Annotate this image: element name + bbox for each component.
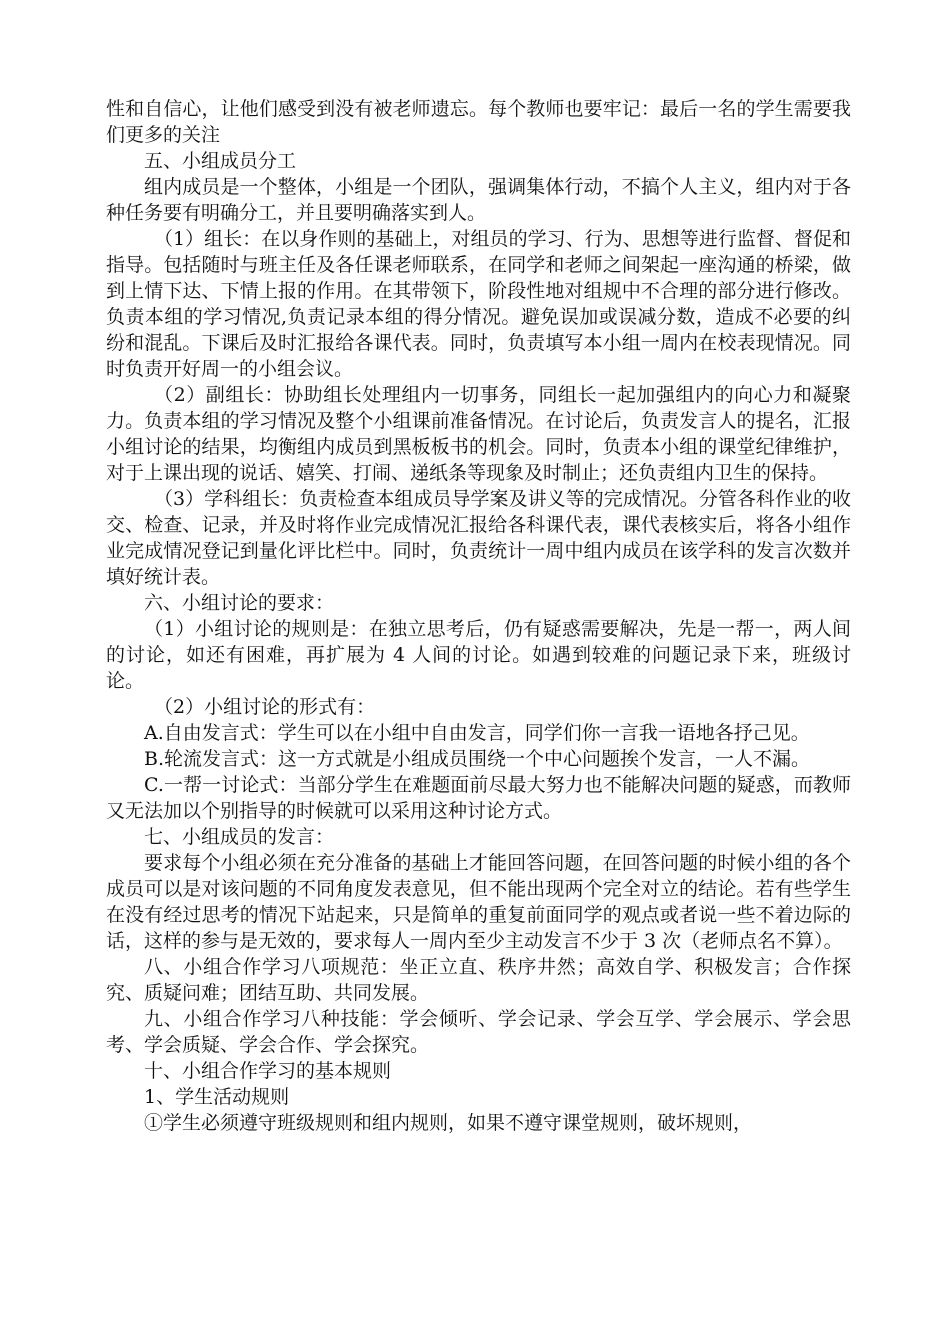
paragraph-eight-skills: 九、小组合作学习八种技能：学会倾听、学会记录、学会互学、学会展示、学会思考、学会质疑、学会合作、学会探究。 (106, 1008, 851, 1056)
paragraph-eight-norms: 八、小组合作学习八项规范：坐正立直、秩序井然；高效自学、积极发言；合作探究、质疑问难；团结互助、共同发展。 (106, 956, 851, 1004)
paragraph-deputy-leader: （2）副组长：协助组长处理组内一切事务，同组长一起加强组内的向心力和凝聚力。负责本组的学习情况及整个小组课前准备情况。在讨论后，负责发言人的提名，汇报小组讨论的结果，均衡组内成员到黑板板书的机会。同时，负责本小组的课堂纪律维护，对于上课出现的说话、嬉笑、打闹、递纸条等现象及时制止；还负责组内卫生的保持。 (106, 384, 851, 484)
paragraph-form-a: A.自由发言式：学生可以在小组中自由发言，同学们你一言我一语地各抒己见。 (144, 722, 810, 744)
document-page (106, 96, 851, 1136)
paragraph-discussion-rules: （1）小组讨论的规则是：在独立思考后，仍有疑惑需要解决，先是一帮一，两人间的讨论，如还有困难，再扩展为 4 人间的讨论。如遇到较难的问题记录下来，班级讨论。 (106, 618, 851, 692)
section-heading-10: 十、小组合作学习的基本规则 (144, 1060, 392, 1082)
paragraph-group-intro: 组内成员是一个整体，小组是一个团队，强调集体行动，不搞个人主义，组内对于各种任务要有明确分工，并且要明确落实到人。 (106, 176, 851, 224)
section-heading-5: 五、小组成员分工 (144, 150, 297, 172)
paragraph-1: 性和自信心，让他们感受到没有被老师遗忘。每个教师也要牢记：最后一名的学生需要我们更多的关注 (106, 98, 851, 146)
paragraph-group-leader: （1）组长：在以身作则的基础上，对组员的学习、行为、思想等进行监督、督促和指导。包括随时与班主任及各任课老师联系，在同学和老师之间架起一座沟通的桥梁，做到上情下达、下情上报的作用。在其带领下，阶段性地对组规中不合理的部分进行修改。负责本组的学习情况,负责记录本组的得分情况。避免误加或误减分数，造成不必要的纠纷和混乱。下课后及时汇报给各课代表。同时，负责填写本小组一周内在校表现情况。同时负责开好周一的小组会议。 (106, 228, 851, 380)
paragraph-form-b: B.轮流发言式：这一方式就是小组成员围绕一个中心问题挨个发言，一人不漏。 (144, 748, 811, 770)
section-heading-6: 六、小组讨论的要求： (144, 592, 335, 614)
paragraph-speaking: 要求每个小组必须在充分准备的基础上才能回答问题，在回答问题的时候小组的各个成员可以是对该问题的不同角度发表意见，但不能出现两个完全对立的结论。若有些学生在没有经过思考的情况下站起来，只是简单的重复前面同学的观点或者说一些不着边际的话，这样的参与是无效的，要求每人一周内至少主动发言不少于 3 次（老师点名不算）。 (106, 852, 851, 952)
paragraph-subject-leader: （3）学科组长：负责检查本组成员导学案及讲义等的完成情况。分管各科作业的收交、检查、记录，并及时将作业完成情况汇报给各科课代表，课代表核实后，将各小组作业完成情况登记到量化评比栏中。同时，负责统计一周中组内成员在该学科的发言次数并填好统计表。 (106, 488, 851, 588)
section-heading-7: 七、小组成员的发言： (144, 826, 335, 848)
subheading-student-rules: 1、学生活动规则 (144, 1086, 290, 1108)
paragraph-discussion-forms: （2）小组讨论的形式有： (154, 696, 376, 718)
paragraph-form-c: C.一帮一讨论式：当部分学生在难题面前尽最大努力也不能解决问题的疑惑，而教师又无法加以个别指导的时候就可以采用这种讨论方式。 (106, 774, 851, 822)
paragraph-rule-1: ①学生必须遵守班级规则和组内规则，如果不遵守课堂规则，破坏规则， (144, 1112, 753, 1134)
